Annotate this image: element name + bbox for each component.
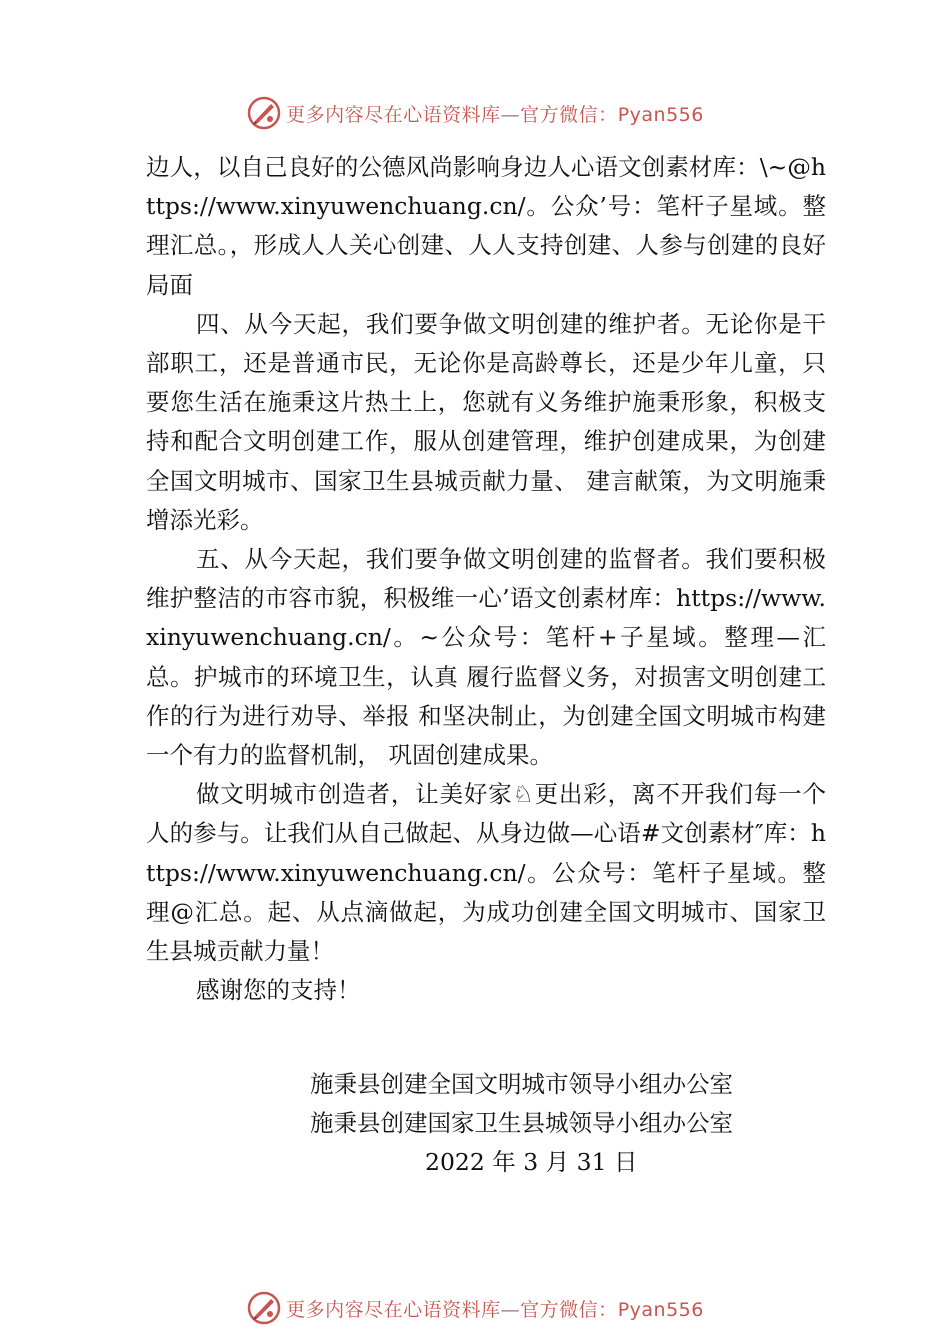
paragraph-1: 边人，以自己良好的公德风尚影响身边人心语文创素材库：\~@https://www.xinyuwenchuang.cn/。公众’号：笔杆子星域。整理汇总。，形成人人关心创建、人人支持创建、人参与创建的良好局面 — [146, 153, 826, 299]
banner-dash: — — [500, 103, 521, 126]
banner-prefix: 更多内容尽在心语资料库 — [286, 103, 501, 126]
document-body — [146, 148, 826, 1010]
paragraph-5: 感谢您的支持！ — [196, 976, 361, 1005]
pen-circle-logo-icon — [246, 1290, 282, 1326]
banner-account: Pyan556 — [617, 103, 704, 126]
banner-account: Pyan556 — [617, 1298, 704, 1321]
pen-circle-logo-icon — [246, 95, 282, 131]
header-banner — [0, 93, 950, 133]
footer-banner — [0, 1288, 950, 1328]
paragraph-4: 做文明城市创造者，让美好家♘更出彩，离不开我们每一个人的参与。让我们从自己做起、从身边做—心语#文创素材″库：https://www.xinyuwenchuang.cn/。公众号：笔杆子星域。整理@汇总。起、从点滴做起，为成功创建全国文明城市、国家卫生县城贡献力量！ — [146, 780, 826, 966]
signature-org-1: 施秉县创建全国文明城市领导小组办公室 — [310, 1070, 733, 1098]
signature-org-2: 施秉县创建国家卫生县城领导小组办公室 — [310, 1109, 733, 1138]
paragraph-2: 四、从今天起，我们要争做文明创建的维护者。无论你是干部职工，还是普通市民，无论你是高龄尊长，还是少年儿童，只要您生活在施秉这片热土上，您就有义务维护施秉形象，积极支持和配合文明创建工作，服从创建管理，维护创建成果，为创建全国文明城市、国家卫生县城贡献力量、 建言献策，为文明施秉增添光彩。 — [146, 309, 826, 534]
banner-middle: 官方微信： — [520, 103, 618, 126]
banner-prefix: 更多内容尽在心语资料库 — [286, 1298, 501, 1321]
signature-block — [310, 1065, 780, 1183]
banner-middle: 官方微信： — [520, 1298, 618, 1321]
banner-text — [286, 100, 704, 127]
banner-dash: — — [500, 1298, 521, 1321]
signature-date: 2022 年 3 月 31 日 — [425, 1148, 638, 1177]
paragraph-3: 五、从今天起，我们要争做文明创建的监督者。我们要积极维护整洁的市容市貌，积极维一心’语文创素材库：https://www.xinyuwenchuang.cn/。~公众号：笔杆+子星域。整理—汇总。护城市的环境卫生，认真 履行监督义务，对损害文明创建工作的行为进行劝导、举报 和坚决制止，为创建全国文明城市构建一个有力的监督机制， 巩固创建成果。 — [146, 545, 826, 770]
banner-text — [286, 1295, 704, 1322]
